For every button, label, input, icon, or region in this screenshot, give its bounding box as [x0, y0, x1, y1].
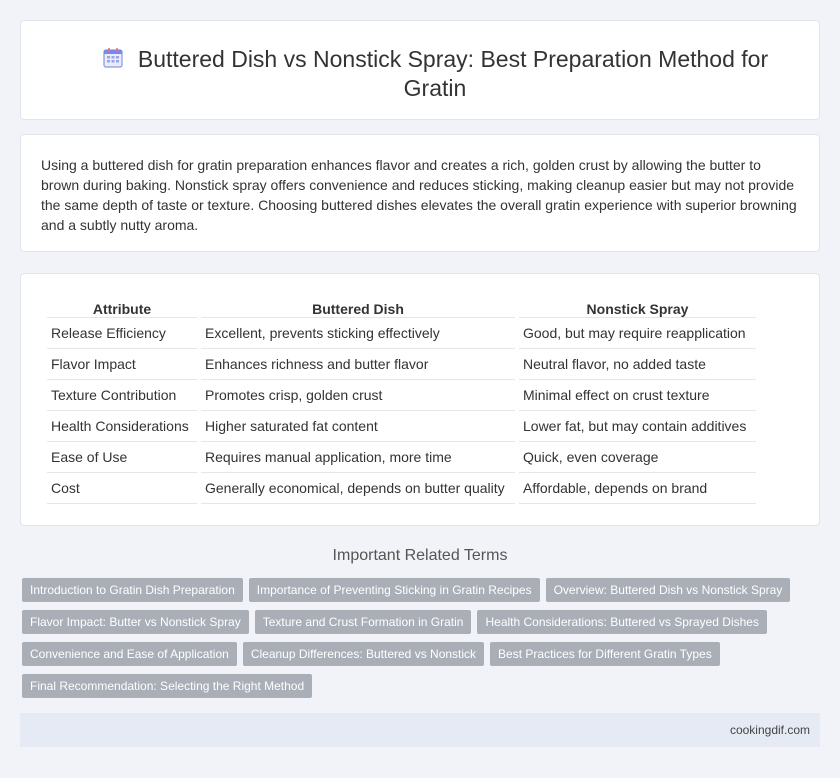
- intro-text: Using a buttered dish for gratin preparation enhances flavor and creates a rich, golden crust by allowing the butter to brown during baking. Nonstick spray offers convenience and reduces sticking, making cleanup easier but may not provide the same depth of taste or texture. Choosing buttered dishes elevates the overall gratin experience with superior browning and a subtly nutty aroma.: [41, 157, 797, 233]
- related-terms-list: [22, 578, 812, 698]
- related-term-tag[interactable]: Cleanup Differences: Buttered vs Nonstick: [243, 642, 484, 666]
- related-terms-heading: Important Related Terms: [332, 547, 508, 564]
- table-row: [47, 380, 756, 411]
- comparison-card: [20, 273, 820, 526]
- table-row: [47, 442, 756, 473]
- cell-buttered: Promotes crisp, golden crust: [201, 380, 515, 411]
- related-term-tag[interactable]: Health Considerations: Buttered vs Sprayed Dishes: [477, 610, 766, 634]
- related-term-tag[interactable]: Flavor Impact: Butter vs Nonstick Spray: [22, 610, 249, 634]
- cell-spray: Affordable, depends on brand: [519, 473, 756, 504]
- cell-attribute: Health Considerations: [47, 411, 197, 442]
- related-term-tag[interactable]: Importance of Preventing Sticking in Gratin Recipes: [249, 578, 540, 602]
- related-term-tag[interactable]: Overview: Buttered Dish vs Nonstick Spray: [546, 578, 791, 602]
- header-card: [20, 20, 820, 120]
- related-term-tag[interactable]: Best Practices for Different Gratin Types: [490, 642, 720, 666]
- cell-attribute: Cost: [47, 473, 197, 504]
- cell-attribute: Release Efficiency: [47, 318, 197, 349]
- related-term-tag[interactable]: Convenience and Ease of Application: [22, 642, 237, 666]
- related-term-tag[interactable]: Texture and Crust Formation in Gratin: [255, 610, 472, 634]
- header-attribute: Attribute: [47, 296, 197, 318]
- comparison-table: [43, 296, 760, 504]
- table-row: [47, 318, 756, 349]
- cell-buttered: Enhances richness and butter flavor: [201, 349, 515, 380]
- cell-buttered: Generally economical, depends on butter quality: [201, 473, 515, 504]
- header-nonstick-spray: Nonstick Spray: [519, 296, 756, 318]
- related-term-tag[interactable]: Final Recommendation: Selecting the Right Method: [22, 674, 312, 698]
- footer-site-link[interactable]: cookingdif.com: [729, 723, 810, 737]
- cell-spray: Quick, even coverage: [519, 442, 756, 473]
- header-buttered-dish: Buttered Dish: [201, 296, 515, 318]
- cell-buttered: Excellent, prevents sticking effectively: [201, 318, 515, 349]
- footer: [20, 713, 820, 747]
- table-row: [47, 349, 756, 380]
- cell-attribute: Ease of Use: [47, 442, 197, 473]
- cell-attribute: Flavor Impact: [47, 349, 197, 380]
- cell-buttered: Higher saturated fat content: [201, 411, 515, 442]
- cell-spray: Lower fat, but may contain additives: [519, 411, 756, 442]
- table-header-row: [47, 296, 756, 318]
- calendar-icon: [102, 47, 124, 69]
- intro-card: [20, 134, 820, 252]
- table-row: [47, 411, 756, 442]
- table-row: [47, 473, 756, 504]
- page-title: Buttered Dish vs Nonstick Spray: Best Preparation Method for Gratin: [137, 46, 769, 101]
- cell-attribute: Texture Contribution: [47, 380, 197, 411]
- cell-spray: Minimal effect on crust texture: [519, 380, 756, 411]
- cell-spray: Neutral flavor, no added taste: [519, 349, 756, 380]
- cell-buttered: Requires manual application, more time: [201, 442, 515, 473]
- related-term-tag[interactable]: Introduction to Gratin Dish Preparation: [22, 578, 243, 602]
- page-title-wrap: [81, 45, 789, 103]
- cell-spray: Good, but may require reapplication: [519, 318, 756, 349]
